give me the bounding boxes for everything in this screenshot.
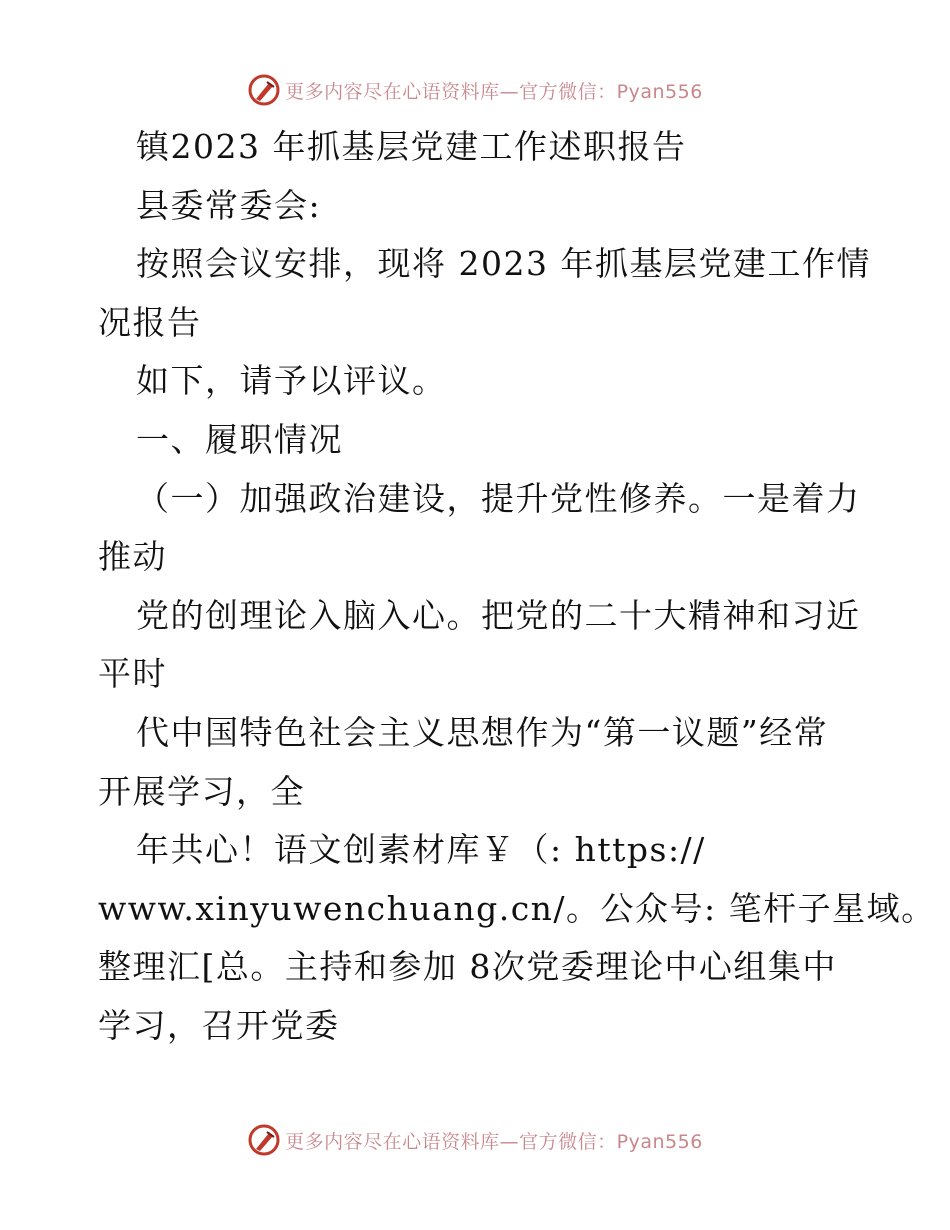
text-line: 况报告 — [98, 302, 202, 342]
text-line: 开展学习，全 — [98, 771, 305, 811]
text-line: 整理汇[总。主持和参加 8次党委理论中心组集中 — [98, 947, 837, 987]
text-line: 推动 — [98, 537, 167, 577]
document-body — [98, 118, 936, 1056]
text-line: 如下，请予以评议。 — [136, 361, 447, 401]
footer-watermark — [0, 1120, 950, 1160]
pen-logo-icon — [247, 1123, 281, 1157]
watermark-text: 更多内容尽在心语资料库—官方微信：Pyan556 — [285, 80, 703, 103]
text-line: （一）加强政治建设，提升党性修养。一是着力 — [136, 478, 861, 518]
text-line: 年共心！语文创素材库￥（: https:// — [136, 830, 706, 870]
text-line: 学习，召开党委 — [98, 1005, 340, 1045]
watermark-text: 更多内容尽在心语资料库—官方微信：Pyan556 — [285, 1130, 703, 1153]
pen-logo-icon — [247, 73, 281, 107]
text-line: 一、履职情况 — [136, 419, 343, 459]
text-line: www.xinyuwenchuang.cn/。公众号: 笔杆子星域。 — [98, 888, 936, 928]
header-watermark — [0, 70, 950, 110]
text-line: 平时 — [98, 654, 167, 694]
text-line: 代中国特色社会主义思想作为“第一议题”经常 — [136, 712, 829, 752]
text-line: 县委常委会: — [136, 185, 322, 225]
text-line: 镇2023 年抓基层党建工作述职报告 — [136, 127, 687, 166]
text-line: 按照会议安排，现将 2023 年抓基层党建工作情 — [136, 244, 871, 284]
text-line: 党的创理论入脑入心。把党的二十大精神和习近 — [136, 595, 861, 635]
